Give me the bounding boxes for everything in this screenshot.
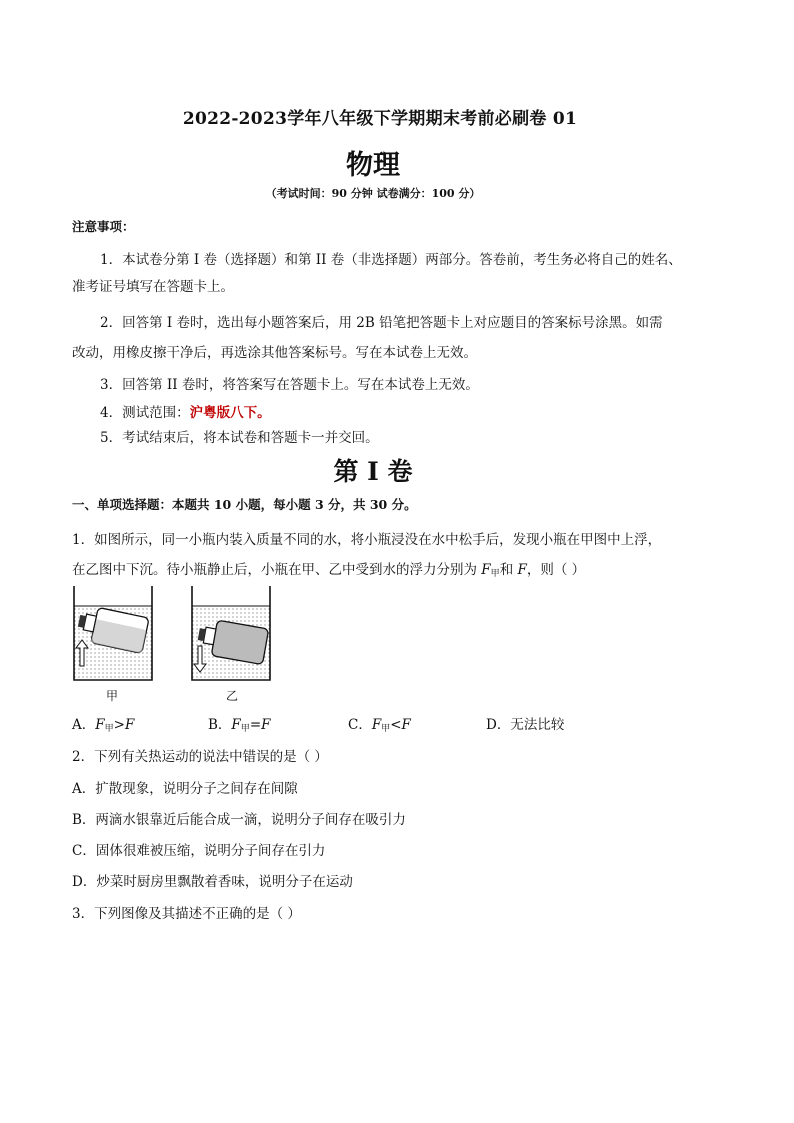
q1-stem-line-1: 1．如图所示，同一小瓶内装入质量不同的水，将小瓶浸没在水中松手后，发现小瓶在甲图中上浮， <box>72 532 662 548</box>
notice-item-3: 3．回答第 II 卷时，将答案写在答题卡上。写在本试卷上无效。 <box>100 377 479 393</box>
notice-item-2-line-1: 2．回答第 I 卷时，选出每小题答案后，用 2B 铅笔把答题卡上对应题目的答案标号涂黑。如需 <box>100 315 663 331</box>
q1-option-c[interactable] <box>348 713 411 734</box>
q1-f-subscript: 甲 <box>490 569 500 579</box>
volume-title: 第 I 卷 <box>333 457 413 486</box>
notice-item-1-line-1: 1．本试卷分第 I 卷（选择题）和第 II 卷（非选择题）两部分。答卷前，考生务必将自己的姓名、 <box>100 252 682 268</box>
figure-yi-caption: 乙 <box>226 689 239 703</box>
option-f: F <box>231 717 241 733</box>
q2-option-d[interactable]: D．炒菜时厨房里飘散着香味，说明分子在运动 <box>72 874 353 890</box>
notice-item-4-scope: 沪粤版八下。 <box>189 405 271 421</box>
option-sub: 甲 <box>240 724 250 734</box>
option-f: F <box>371 717 382 733</box>
q1-option-b[interactable] <box>208 713 271 734</box>
q2-stem: 2．下列有关热运动的说法中错误的是（ ） <box>72 749 328 765</box>
q3-stem: 3．下列图像及其描述不正确的是（ ） <box>72 906 301 922</box>
q1-stem-end: ，则（ ） <box>526 562 586 578</box>
option-label: C． <box>348 717 372 733</box>
q1-f2-symbol: F <box>517 562 527 578</box>
q1-stem-line-2 <box>72 558 585 579</box>
q1-stem-text: 在乙图中下沉。待小瓶静止后，小瓶在甲、乙中受到水的浮力分别为 <box>72 562 482 578</box>
option-rest: =F <box>249 717 271 733</box>
notice-heading: 注意事项： <box>72 219 135 234</box>
notice-item-4-prefix: 4．测试范围： <box>100 405 190 421</box>
q1-option-d[interactable]: D．无法比较 <box>486 717 565 733</box>
option-sub: 甲 <box>104 724 114 734</box>
option-rest: >F <box>113 717 135 733</box>
q2-option-b[interactable]: B．两滴水银靠近后能合成一滴，说明分子间存在吸引力 <box>72 812 406 828</box>
notice-item-2-line-2: 改动，用橡皮擦干净后，再选涂其他答案标号。写在本试卷上无效。 <box>72 345 477 361</box>
option-sub: 甲 <box>381 724 391 734</box>
figure-jia-caption: 甲 <box>106 689 119 703</box>
notice-item-5: 5．考试结束后，将本试卷和答题卡一并交回。 <box>100 430 379 446</box>
exam-title: 2022-2023学年八年级下学期期末考前必刷卷 01 <box>182 109 578 129</box>
notice-item-4 <box>100 401 271 421</box>
option-label: B． <box>208 717 232 733</box>
subject-title: 物理 <box>346 150 400 181</box>
option-label: A． <box>72 717 96 733</box>
section-heading: 一、单项选择题：本题共 10 小题，每小题 3 分，共 30 分。 <box>72 497 417 512</box>
figure-jia-beaker <box>70 584 156 684</box>
q2-option-c[interactable]: C．固体很难被压缩，说明分子间存在引力 <box>72 843 326 859</box>
q1-f-symbol: F <box>481 562 491 578</box>
notice-item-1-line-2: 准考证号填写在答题卡上。 <box>72 279 234 295</box>
option-rest: <F <box>390 717 411 733</box>
q2-option-a[interactable]: A．扩散现象，说明分子之间存在间隙 <box>72 781 298 797</box>
option-f: F <box>95 717 105 733</box>
q1-option-a[interactable] <box>72 713 134 734</box>
figure-yi-beaker <box>188 584 274 684</box>
exam-info: （考试时间：90 分钟 试卷满分：100 分） <box>265 187 481 200</box>
q1-stem-and: 和 <box>499 562 518 578</box>
